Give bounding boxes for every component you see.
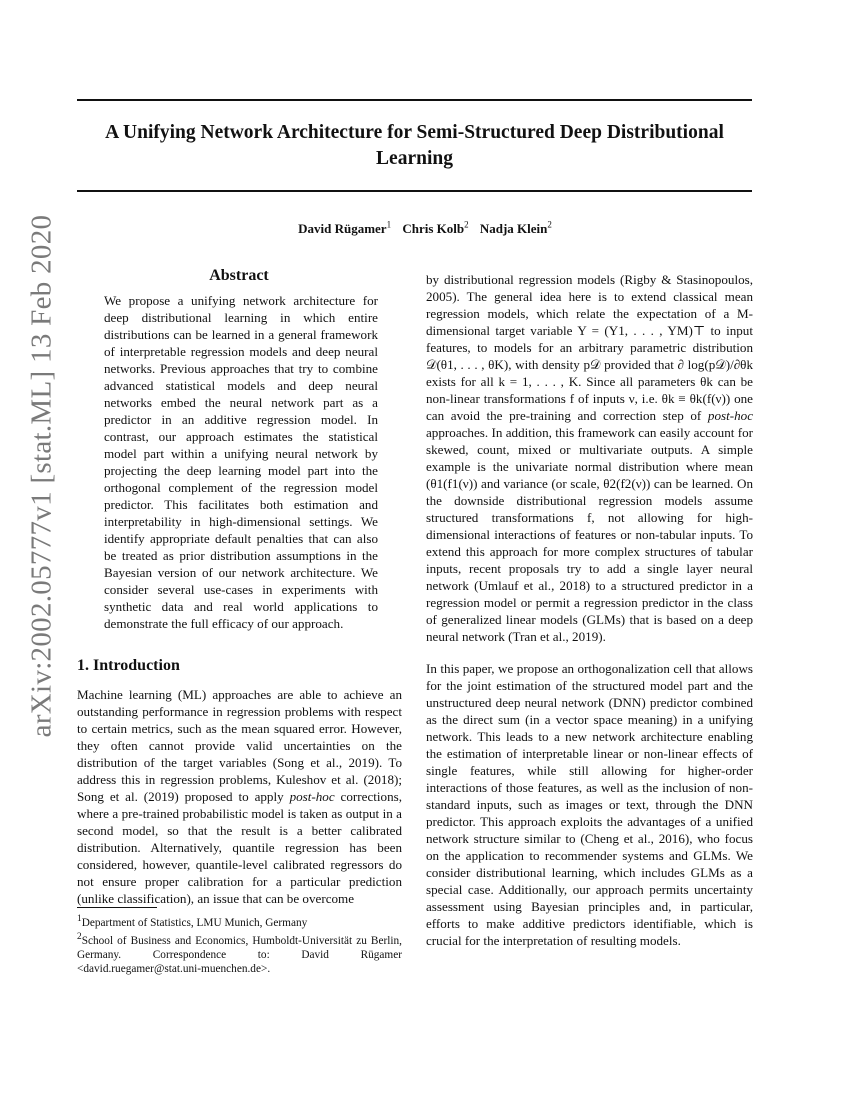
author-affiliation-mark: 2 [464,220,469,230]
footnote-text: School of Business and Economics, Humboldt-Universität zu Berlin, Germany. Correspondence to: David Rügamer <david.ruegamer@stat.uni-muenchen.de>. [77,934,402,975]
intro-text-part: corrections, where a pre-trained probabilistic model is taken as output in a second model, so that the result is a better calibrated distribution. Alternatively, quantile regression has been considered, however, quantile-level calibrated regressors do not ensure proper calibration for a particular prediction (unlike classification), an issue that can be overcome [77,789,402,906]
author-name: Nadja Klein [479,221,548,237]
body-italic-term: post-hoc [707,408,753,423]
intro-text-part: Machine learning (ML) approaches are able to achieve an outstanding performance in regression problems with respect to certain metrics, such as the mean squared error. However, they often cannot provide valid uncertainties on the distribution of the target variables (Song et al., 2019). To address this in regression problems, Kuleshov et al. (2018); Song et al. (2019) proposed to apply [77,687,402,804]
section-heading-introduction: 1. Introduction [77,657,180,674]
body-paragraph: In this paper, we propose an orthogonalization cell that allows for the joint estimation of the structured model part and the unstructured deep neural network (DNN) predictor combined as the direct sum (in a vector space meaning) in a unifying network. This leads to a new network architecture enabling the estimation of interpretable linear or non-linear effects of single features, while still allowing for higher-order interactions of those features, as well as the inclusion of non-standard inputs, such as images or text, through the DNN predictor. This approach exploits the advantages of a unified network structure similar to (Cheng et al., 2016), who focus on the application to recommender systems and GLMs. We consider distributional learning, which includes GLMs as a special case. Additionally, our approach permits uncertainty assessment using Bayesian principles and, in particular, efforts to make additive predictors identifiable, which is crucial for the interpretation of resulting models. [426,661,753,948]
body-paragraph [426,271,753,645]
body-text-part: approaches. In addition, this framework can easily account for skewed, count, mixed or multivariate outputs. A simple example is the univariate normal distribution where mean (θ1(f1(ν)) and variance (or scale, θ2(f2(ν)) can be learned. On the downside distributional regression models assume structured transformations f, not allowing for high-dimensional interactions of features or non-tabular inputs. To extend this approach for more complex structures of tabular inputs, recent proposals try to add a single layer neural network (Umlauf et al., 2018) to a structured predictor in a regression model or permit a regression predictor in the class of generalized linear models (GLMs) that is based on a deep neural network (Tran et al., 2019). [426,425,753,644]
author [402,221,468,236]
abstract-paragraph: We propose a unifying network architecture for deep distributional learning in which entire distributions can be learned in a general framework of interpretable regression models and deep neural networks. Previous approaches that try to combine advanced statistical models and deep neural networks embed the neural network part as a predictor in an additive regression model. In contrast, our approach estimates the statistical model part within a unifying neural network by projecting the deep learning model part into the orthogonal complement of the regression model predictor. This facilitates both estimation and interpretability in high-dimensional settings. We identify appropriate default penalties that can also be treated as prior distribution assumptions in the Bayesian version of our network architecture. We consider several use-cases in experiments with synthetic data and real world applications to demonstrate the full efficacy of our approach. [104,293,378,631]
author-affiliation-mark: 1 [386,220,392,230]
footnotes [77,912,402,976]
title-top-rule [77,99,752,101]
intro-italic-term: post-hoc [289,789,335,804]
arxiv-identifier: arXiv:2002.05777v1 [stat.ML] 13 Feb 2020 [25,214,58,738]
title-bottom-rule [77,190,752,192]
footnote-separator [77,907,157,908]
author-list [0,220,850,237]
footnote-1: $^1$Department of Statistics, LMU Munich, Germany [77,914,308,929]
paper-title: A Unifying Network Architecture for Semi-Structured Deep Distributional Learning [105,122,724,169]
introduction-text [77,686,402,907]
author-affiliation-mark: 2 [547,220,552,230]
abstract-text [104,292,378,632]
author [480,221,552,236]
body-text-part: by distributional regression models (Rigby & Stasinopoulos, 2005). The general idea here is to extend classical mean regression models, which relate the expectation of a M-dimensional target variable Y = (Y1, . . . , YM)⊤ to input features, to models for an arbitrary parametric distribution 𝒟(θ1, . . . , θK), with density p𝒟 provided that ∂ log(p𝒟)/∂θk exists for all k = 1, . . . , K. Since all parameters θk can be non-linear transformations f of inputs ν, i.e. θk ≡ θk(f(ν)) one can avoid the pre-training and correction step of [426,272,753,423]
right-column-paragraph-1 [426,271,753,645]
footnote-text: Department of Statistics, LMU Munich, Germany [81,916,308,929]
footnote-2: $^2$School of Business and Economics, Humboldt-Universität zu Berlin, Germany. Correspondence to: David Rügamer <david.ruegamer@stat.uni-muenchen.de>. [77,931,402,975]
right-column-paragraph-2 [426,660,753,949]
abstract-heading: Abstract [209,267,269,284]
intro-paragraph [77,686,402,907]
author-name: David Rügamer [298,221,387,237]
author-name: Chris Kolb [402,221,465,237]
author [298,221,391,236]
